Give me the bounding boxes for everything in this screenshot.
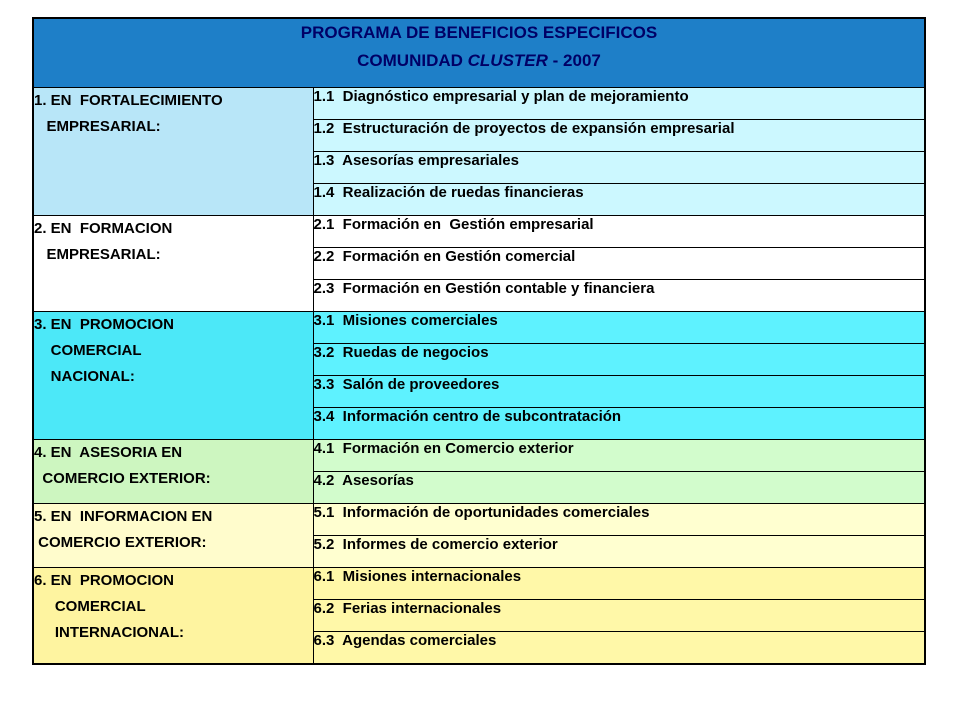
table-row [33,312,925,344]
benefit-item: 4.1 Formación en Comercio exterior [313,440,925,472]
cluster-word: CLUSTER [467,51,548,70]
category-cell [33,88,313,216]
benefits-table [32,17,926,665]
benefit-item: 3.3 Salón de proveedores [313,376,925,408]
benefit-item: 5.1 Información de oportunidades comerciales [313,504,925,536]
table-row [33,88,925,120]
benefit-item: 6.2 Ferias internacionales [313,600,925,632]
category-label: 3. EN PROMOCION [34,316,175,333]
benefit-item: 3.1 Misiones comerciales [313,312,925,344]
category-label: COMERCIO EXTERIOR: [34,470,211,487]
header-row [33,18,925,88]
category-cell [33,504,313,568]
category-label: EMPRESARIAL: [34,246,161,263]
category-label: EMPRESARIAL: [34,118,161,135]
table-row [33,504,925,536]
category-label: 1. EN FORTALECIMIENTO [34,92,223,109]
category-label: COMERCIAL [34,598,146,615]
benefit-item: 2.2 Formación en Gestión comercial [313,248,925,280]
category-label: 2. EN FORMACION [34,220,173,237]
benefit-item: 1.1 Diagnóstico empresarial y plan de mejoramiento [313,88,925,120]
benefit-item: 6.1 Misiones internacionales [313,568,925,600]
category-label: 5. EN INFORMACION EN [34,508,213,525]
table-row [33,216,925,248]
category-cell [33,440,313,504]
table-title: PROGRAMA DE BENEFICIOS ESPECIFICOS [300,23,658,42]
benefit-item: 3.4 Información centro de subcontratación [313,408,925,440]
benefit-item: 1.2 Estructuración de proyectos de expansión empresarial [313,120,925,152]
benefit-item: 2.1 Formación en Gestión empresarial [313,216,925,248]
benefit-item: 3.2 Ruedas de negocios [313,344,925,376]
category-label: INTERNACIONAL: [34,624,184,641]
category-label: NACIONAL: [34,368,135,385]
benefit-item: 2.3 Formación en Gestión contable y financiera [313,280,925,312]
benefit-item: 1.4 Realización de ruedas financieras [313,184,925,216]
header-cell [33,18,925,88]
category-label: COMERCIO EXTERIOR: [34,534,207,551]
benefit-item: 1.3 Asesorías empresariales [313,152,925,184]
table-subtitle: COMUNIDAD CLUSTER - 2007 [357,51,601,70]
table-row [33,568,925,600]
category-label: 6. EN PROMOCION [34,572,175,589]
category-cell [33,312,313,440]
table-row [33,440,925,472]
benefit-item: 4.2 Asesorías [313,472,925,504]
category-label: 4. EN ASESORIA EN [34,444,183,461]
benefit-item: 5.2 Informes de comercio exterior [313,536,925,568]
benefit-item: 6.3 Agendas comerciales [313,632,925,665]
category-label: COMERCIAL [34,342,142,359]
category-cell [33,216,313,312]
category-cell [33,568,313,665]
